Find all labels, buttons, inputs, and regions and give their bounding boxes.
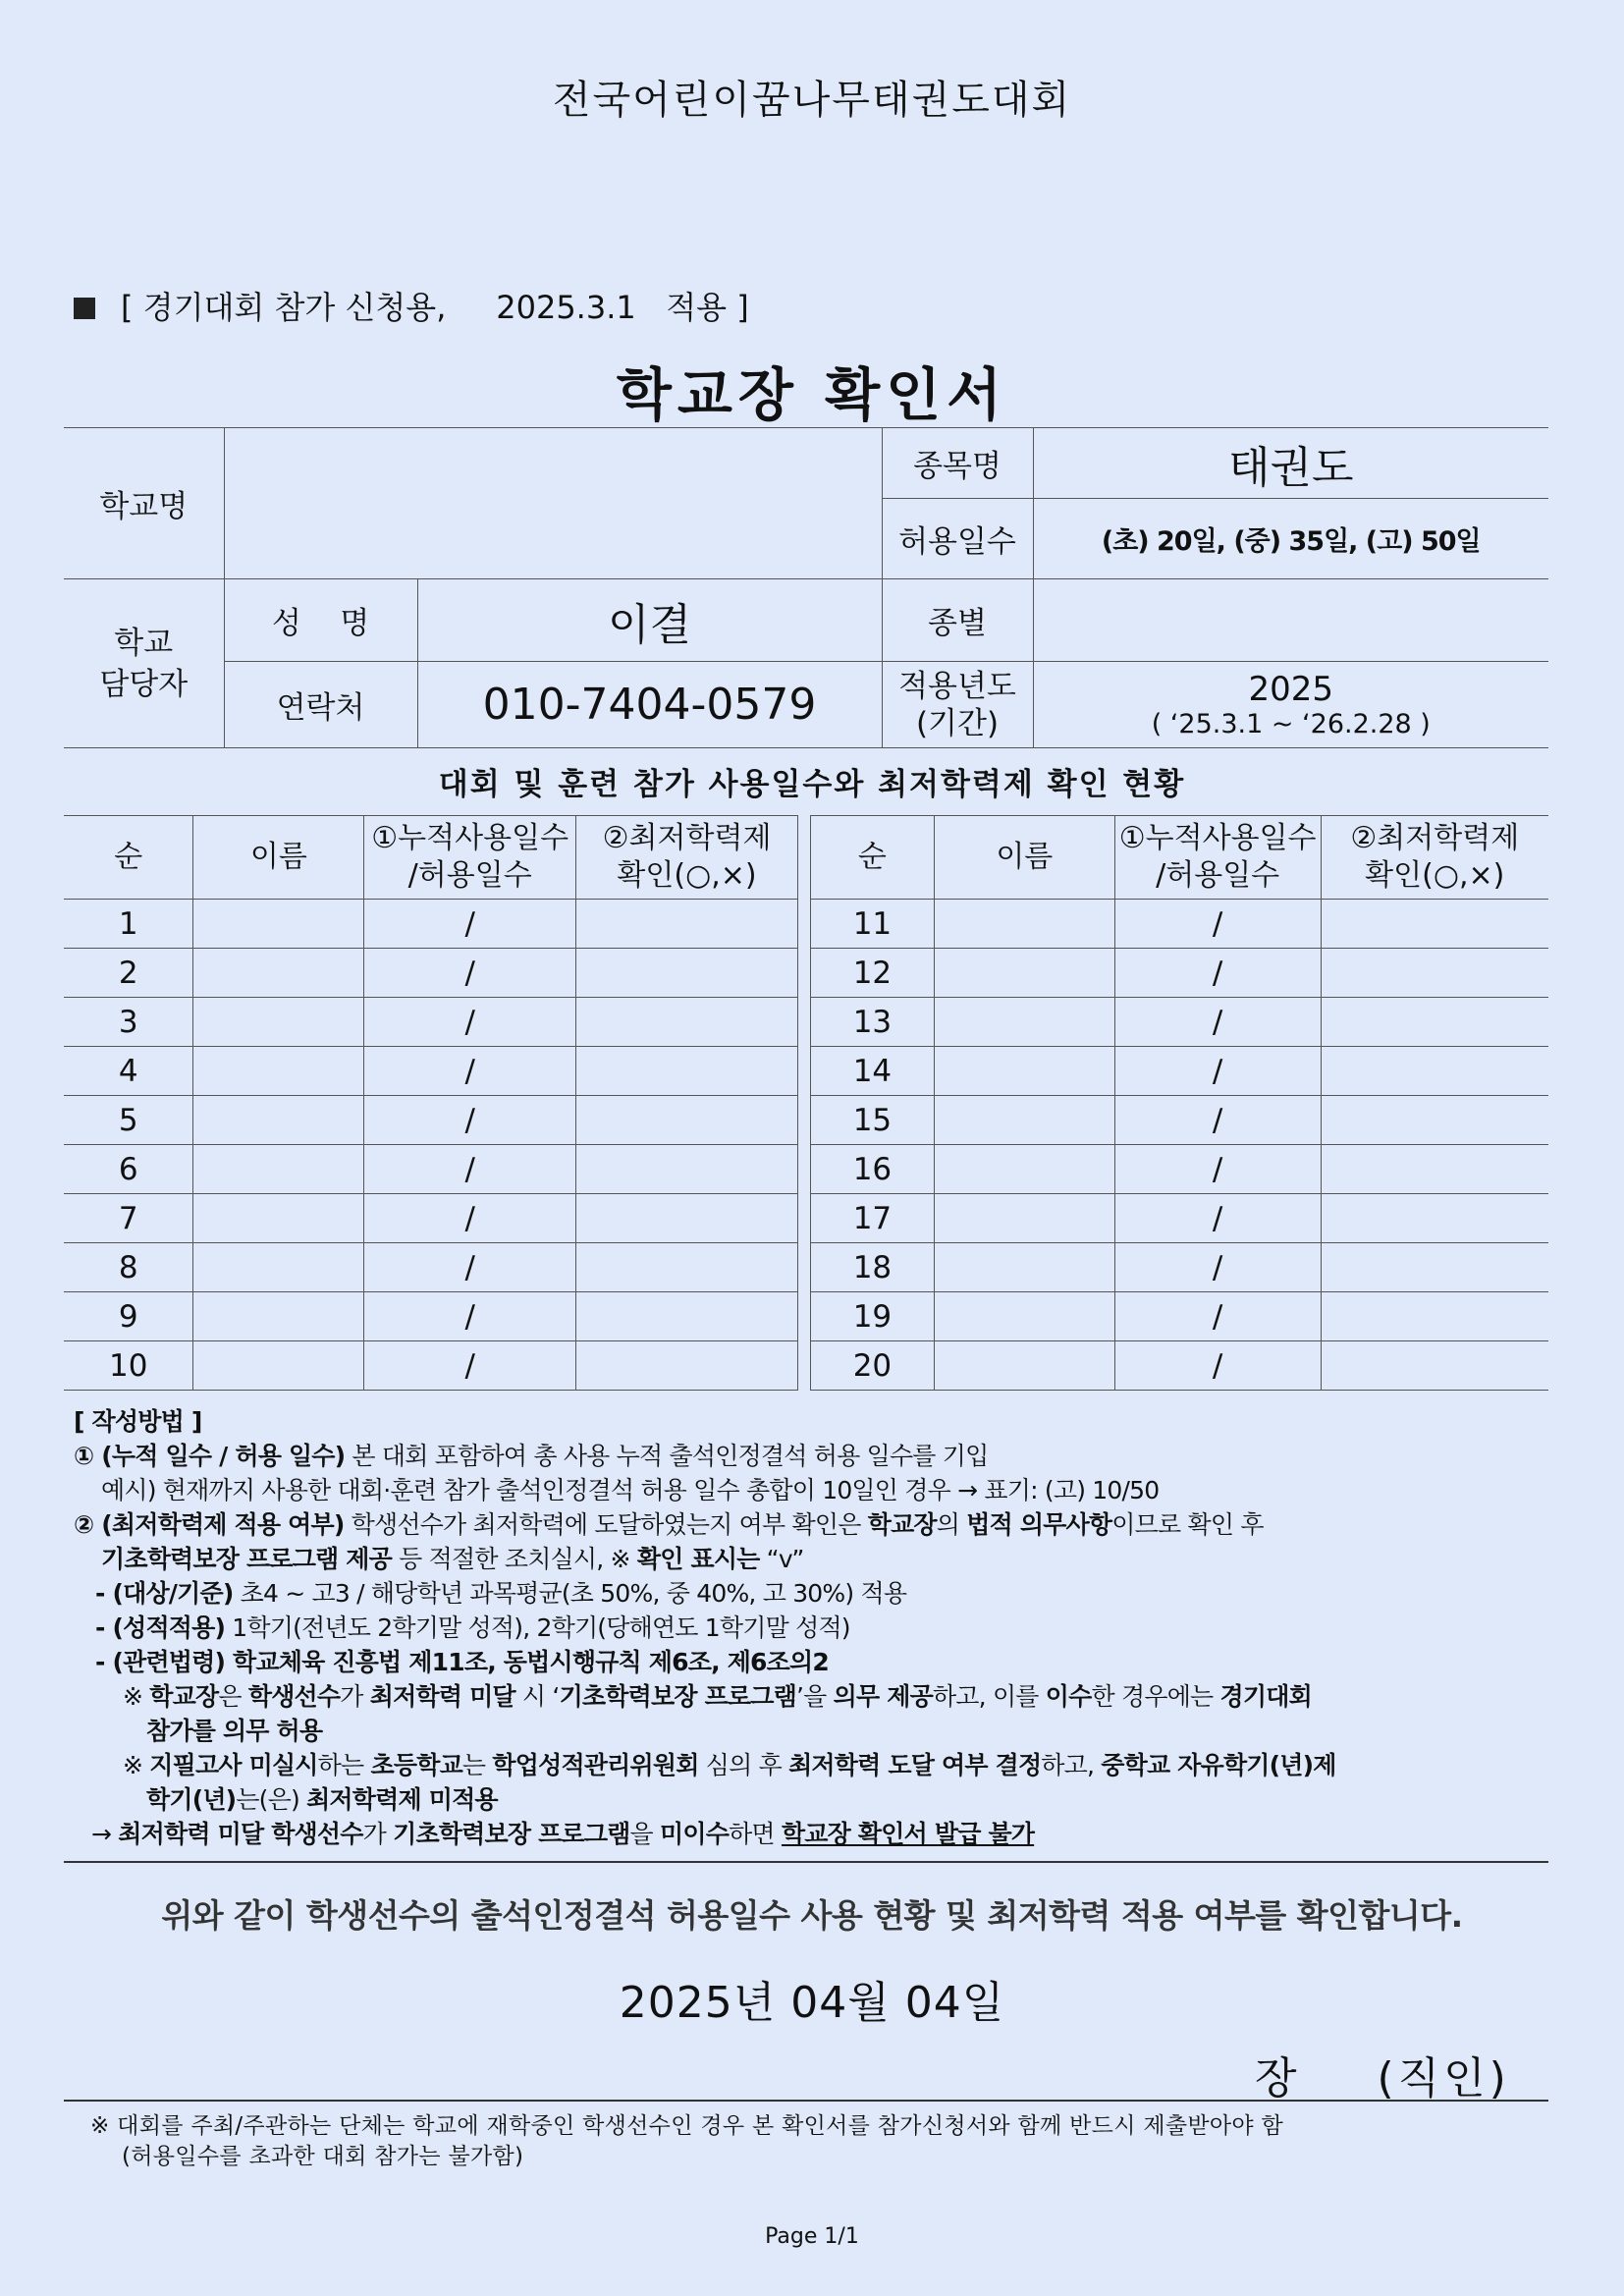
bold-text: 학교체육 진흥법 제11조, 동법시행규칙 제6조, 제6조의2 xyxy=(225,1648,829,1676)
text: 심의 후 xyxy=(698,1751,789,1779)
footnote-line-1: ※ 대회를 주최/주관하는 단체는 학교에 재학중인 학생선수인 경우 본 확인서를 참가신청서와 함께 반드시 제출받아야 함 xyxy=(90,2113,1284,2139)
phone-label: 연락처 xyxy=(224,662,417,748)
sport-label: 종목명 xyxy=(882,428,1033,499)
academic-check-field[interactable] xyxy=(1321,998,1548,1047)
apply-line xyxy=(74,283,749,328)
instruction-line xyxy=(74,1611,1566,1645)
header-name: 이름 xyxy=(934,816,1114,900)
days-field[interactable]: / xyxy=(364,949,576,998)
apply-line-text: [ 경기대회 참가 신청용, 2025.3.1 적용 ] xyxy=(121,289,749,326)
bold-text: 초등학교 xyxy=(370,1751,462,1779)
row-number: 17 xyxy=(810,1194,934,1243)
table-row xyxy=(64,1292,1548,1341)
row-number: 7 xyxy=(64,1194,193,1243)
athlete-name-field[interactable] xyxy=(934,1047,1114,1096)
days-field[interactable]: / xyxy=(364,998,576,1047)
underlined-bold-text: 학교장 확인서 발급 불가 xyxy=(781,1820,1035,1848)
row-number: 15 xyxy=(810,1096,934,1145)
year-cell xyxy=(1033,662,1548,748)
phone-value[interactable]: 010-7404-0579 xyxy=(417,662,882,748)
row-number: 9 xyxy=(64,1292,193,1341)
info-table xyxy=(64,427,1548,748)
bold-text: 법적 의무사항 xyxy=(966,1510,1112,1539)
academic-check-field[interactable] xyxy=(1321,1243,1548,1292)
row-number: 1 xyxy=(64,900,193,949)
bold-text: 기초학력보장 프로그램 xyxy=(393,1820,630,1848)
bold-text: 기초학력보장 프로그램 xyxy=(559,1682,796,1711)
row-number: 19 xyxy=(810,1292,934,1341)
academic-check-field[interactable] xyxy=(1321,1292,1548,1341)
days-field[interactable]: / xyxy=(364,1292,576,1341)
row-number: 5 xyxy=(64,1096,193,1145)
days-field[interactable]: / xyxy=(1114,1096,1321,1145)
school-name-label: 학교명 xyxy=(64,428,224,579)
athlete-name-field[interactable] xyxy=(193,949,364,998)
column-gap xyxy=(797,1243,810,1292)
academic-check-field[interactable] xyxy=(1321,1145,1548,1194)
bold-text: 참가를 의무 허용 xyxy=(146,1717,323,1745)
event-header-title: 전국어린이꿈나무태권도대회 xyxy=(552,78,1072,123)
days-field[interactable]: / xyxy=(364,1096,576,1145)
bold-text: 이수 xyxy=(1045,1682,1092,1711)
instruction-line xyxy=(74,1507,1566,1542)
name-label: 성 명 xyxy=(224,579,417,662)
bold-text: 최저학력 도달 여부 결정 xyxy=(788,1751,1042,1779)
athlete-name-field[interactable] xyxy=(934,1096,1114,1145)
text: 하면 xyxy=(729,1820,782,1848)
bold-text: 최저학력 미달 xyxy=(369,1682,515,1711)
bold-text: 확인 표시는 xyxy=(636,1545,760,1573)
academic-check-field[interactable] xyxy=(1321,900,1548,949)
bold-text: - (성적적용) xyxy=(95,1613,226,1642)
days-field[interactable]: / xyxy=(1114,949,1321,998)
confirmation-text: 위와 같이 학생선수의 출석인정결석 허용일수 사용 현황 및 최저학력 적용 여부를 확인합니다. xyxy=(161,1896,1463,1935)
column-gap xyxy=(797,1047,810,1096)
table-row xyxy=(64,1194,1548,1243)
sport-value: 태권도 xyxy=(1033,428,1548,499)
divider xyxy=(64,1861,1548,1863)
text: 은 xyxy=(218,1682,248,1711)
bold-text: 기초학력보장 프로그램 제공 xyxy=(101,1545,393,1573)
row-number: 8 xyxy=(64,1243,193,1292)
school-name-field[interactable] xyxy=(224,428,882,579)
square-bullet-icon xyxy=(74,298,95,319)
athlete-name-field[interactable] xyxy=(193,1145,364,1194)
bold-text: 학교장 xyxy=(149,1682,219,1711)
page-number: Page 1/1 xyxy=(765,2224,859,2249)
days-field[interactable]: / xyxy=(364,1243,576,1292)
table-row xyxy=(64,1341,1548,1391)
header-academic: ②최저학력제 확인(○,×) xyxy=(1321,816,1548,900)
days-field[interactable]: / xyxy=(364,1194,576,1243)
column-gap xyxy=(797,1341,810,1391)
year-label: 적용년도 (기간) xyxy=(882,662,1033,748)
days-field[interactable]: / xyxy=(1114,1194,1321,1243)
days-field[interactable]: / xyxy=(1114,1145,1321,1194)
athlete-name-field[interactable] xyxy=(934,1145,1114,1194)
row-number: 4 xyxy=(64,1047,193,1096)
header-name: 이름 xyxy=(193,816,364,900)
text: 의 xyxy=(936,1510,967,1539)
header-no: 순 xyxy=(64,816,193,900)
column-gap xyxy=(797,1096,810,1145)
instruction-line xyxy=(74,1817,1566,1851)
athlete-name-field[interactable] xyxy=(193,998,364,1047)
bold-text: 학교장 xyxy=(867,1510,937,1539)
row-number: 6 xyxy=(64,1145,193,1194)
academic-check-field[interactable] xyxy=(576,1194,798,1243)
issue-date: 2025년 04월 04일 xyxy=(619,1978,1005,2028)
instruction-line xyxy=(74,1439,1566,1473)
text: 는(은) xyxy=(236,1785,307,1814)
days-field[interactable]: / xyxy=(364,1341,576,1391)
text: 하고, xyxy=(1041,1751,1102,1779)
text: ’을 xyxy=(795,1682,834,1711)
contact-person-label: 학교 담당자 xyxy=(64,579,224,748)
principal-seal-line: 장 (직인) xyxy=(1255,2053,1510,2104)
row-number: 11 xyxy=(810,900,934,949)
allowed-days-label: 허용일수 xyxy=(882,499,1033,579)
bold-text: - (관련법령) xyxy=(95,1648,226,1676)
academic-check-field[interactable] xyxy=(1321,949,1548,998)
athlete-name-field[interactable] xyxy=(934,1341,1114,1391)
text: 본 대회 포함하여 총 사용 누적 출석인정결석 허용 일수를 기입 xyxy=(345,1442,989,1470)
row-number: 12 xyxy=(810,949,934,998)
days-field[interactable]: / xyxy=(1114,1341,1321,1391)
bold-text: 지필고사 미실시 xyxy=(149,1751,318,1779)
header-days: ①누적사용일수 /허용일수 xyxy=(364,816,576,900)
text: 초4 ~ 고3 / 해당학년 과목평균(초 50%, 중 40%, 고 30%) 적용 xyxy=(233,1579,907,1608)
instruction-line xyxy=(74,1679,1566,1714)
athlete-name-field[interactable] xyxy=(934,998,1114,1047)
days-field[interactable]: / xyxy=(1114,1243,1321,1292)
period-value: ( ‘25.3.1 ~ ‘26.2.28 ) xyxy=(1151,709,1431,739)
bold-text: 미이수 xyxy=(660,1820,730,1848)
column-gap xyxy=(797,998,810,1047)
usage-grid xyxy=(64,815,1548,1391)
text: 학생선수가 최저학력에 도달하였는지 여부 확인은 xyxy=(344,1510,868,1539)
text: → xyxy=(91,1820,119,1848)
column-gap xyxy=(797,1145,810,1194)
text: 하는 xyxy=(317,1751,371,1779)
gender-field[interactable] xyxy=(1033,579,1548,662)
gender-label: 종별 xyxy=(882,579,1033,662)
athlete-name-field[interactable] xyxy=(193,1243,364,1292)
athlete-name-field[interactable] xyxy=(193,1047,364,1096)
text: “v” xyxy=(759,1545,804,1573)
text: ※ xyxy=(123,1682,150,1711)
table-row xyxy=(64,1145,1548,1194)
row-number: 13 xyxy=(810,998,934,1047)
text: 는 xyxy=(461,1751,493,1779)
instruction-line xyxy=(74,1576,1566,1611)
bold-text: 중학교 자유학기(년)제 xyxy=(1101,1751,1336,1779)
athlete-name-field[interactable] xyxy=(193,900,364,949)
document-title: 학교장 확인서 xyxy=(616,361,1008,428)
days-field[interactable]: / xyxy=(1114,998,1321,1047)
academic-check-field[interactable] xyxy=(576,1047,798,1096)
table-row xyxy=(64,1096,1548,1145)
year-value: 2025 xyxy=(1248,670,1334,709)
academic-check-field[interactable] xyxy=(1321,1096,1548,1145)
days-field[interactable]: / xyxy=(1114,1047,1321,1096)
days-field[interactable]: / xyxy=(364,900,576,949)
text: 가 xyxy=(362,1820,394,1848)
athlete-name-field[interactable] xyxy=(934,1194,1114,1243)
athlete-name-field[interactable] xyxy=(193,1096,364,1145)
academic-check-field[interactable] xyxy=(1321,1341,1548,1391)
athlete-name-field[interactable] xyxy=(934,900,1114,949)
bold-text: 최저학력 미달 학생선수 xyxy=(118,1820,363,1848)
text: 등 적절한 조치실시, ※ xyxy=(392,1545,637,1573)
academic-check-field[interactable] xyxy=(576,949,798,998)
divider xyxy=(64,2100,1548,2102)
text: 가 xyxy=(340,1682,370,1711)
text: 하고, 이를 xyxy=(932,1682,1046,1711)
athlete-name-field[interactable] xyxy=(193,1292,364,1341)
name-value[interactable]: 이결 xyxy=(417,579,882,662)
athlete-name-field[interactable] xyxy=(934,949,1114,998)
instruction-line: 예시) 현재까지 사용한 대회·훈련 참가 출석인정결석 허용 일수 총합이 10일인 경우 → 표기: (고) 10/50 xyxy=(101,1476,1160,1504)
athlete-name-field[interactable] xyxy=(193,1341,364,1391)
instruction-line xyxy=(74,1714,1566,1748)
instruction-line xyxy=(74,1782,1566,1817)
column-gap xyxy=(797,900,810,949)
bold-text: - (대상/기준) xyxy=(95,1579,234,1608)
table-row xyxy=(64,1047,1548,1096)
instruction-line xyxy=(74,1645,1566,1679)
academic-check-field[interactable] xyxy=(1321,1194,1548,1243)
bold-text: ② (최저학력제 적용 여부) xyxy=(74,1510,345,1539)
column-gap xyxy=(797,1194,810,1243)
bold-text: 학업성적관리위원회 xyxy=(492,1751,699,1779)
athlete-name-field[interactable] xyxy=(934,1292,1114,1341)
text: 이므로 확인 후 xyxy=(1111,1510,1264,1539)
bold-text: 학기(년) xyxy=(146,1785,237,1814)
column-gap xyxy=(797,816,810,900)
academic-check-field[interactable] xyxy=(576,1243,798,1292)
text: 한 경우에는 xyxy=(1091,1682,1220,1711)
footnote-line-2: (허용일수를 초과한 대회 참가는 불가함) xyxy=(122,2144,524,2169)
text: 1학기(전년도 2학기말 성적), 2학기(당해연도 1학기말 성적) xyxy=(225,1613,850,1642)
academic-check-field[interactable] xyxy=(576,998,798,1047)
bold-text: 학생선수 xyxy=(247,1682,341,1711)
row-number: 20 xyxy=(810,1341,934,1391)
column-gap xyxy=(797,949,810,998)
academic-check-field[interactable] xyxy=(576,1145,798,1194)
instructions xyxy=(74,1404,1566,1851)
text: 을 xyxy=(629,1820,661,1848)
table-row xyxy=(64,949,1548,998)
table-row xyxy=(64,1243,1548,1292)
text: 시 ‘ xyxy=(514,1682,560,1711)
days-field[interactable]: / xyxy=(1114,1292,1321,1341)
athlete-name-field[interactable] xyxy=(193,1194,364,1243)
academic-check-field[interactable] xyxy=(576,1341,798,1391)
academic-check-field[interactable] xyxy=(576,1096,798,1145)
athlete-name-field[interactable] xyxy=(934,1243,1114,1292)
text: ※ xyxy=(123,1751,150,1779)
section-title: 대회 및 훈련 참가 사용일수와 최저학력제 확인 현황 xyxy=(438,767,1186,802)
instructions-heading: [ 작성방법 ] xyxy=(74,1407,202,1436)
table-row xyxy=(64,998,1548,1047)
bold-text: 경기대회 xyxy=(1219,1682,1312,1711)
header-no: 순 xyxy=(810,816,934,900)
instruction-line xyxy=(74,1542,1566,1576)
row-number: 16 xyxy=(810,1145,934,1194)
bold-text: ① (누적 일수 / 허용 일수) xyxy=(74,1442,346,1470)
days-field[interactable]: / xyxy=(364,1047,576,1096)
row-number: 2 xyxy=(64,949,193,998)
instruction-line xyxy=(74,1748,1566,1782)
row-number: 18 xyxy=(810,1243,934,1292)
academic-check-field[interactable] xyxy=(1321,1047,1548,1096)
header-academic: ②최저학력제 확인(○,×) xyxy=(576,816,798,900)
row-number: 3 xyxy=(64,998,193,1047)
allowed-days-value: (초) 20일, (중) 35일, (고) 50일 xyxy=(1033,499,1548,579)
days-field[interactable]: / xyxy=(1114,900,1321,949)
table-row xyxy=(64,900,1548,949)
row-number: 14 xyxy=(810,1047,934,1096)
academic-check-field[interactable] xyxy=(576,1292,798,1341)
row-number: 10 xyxy=(64,1341,193,1391)
days-field[interactable]: / xyxy=(364,1145,576,1194)
column-gap xyxy=(797,1292,810,1341)
footnote xyxy=(90,2111,1283,2172)
bold-text: 최저학력제 미적용 xyxy=(306,1785,498,1814)
header-days: ①누적사용일수 /허용일수 xyxy=(1114,816,1321,900)
academic-check-field[interactable] xyxy=(576,900,798,949)
bold-text: 의무 제공 xyxy=(833,1682,933,1711)
